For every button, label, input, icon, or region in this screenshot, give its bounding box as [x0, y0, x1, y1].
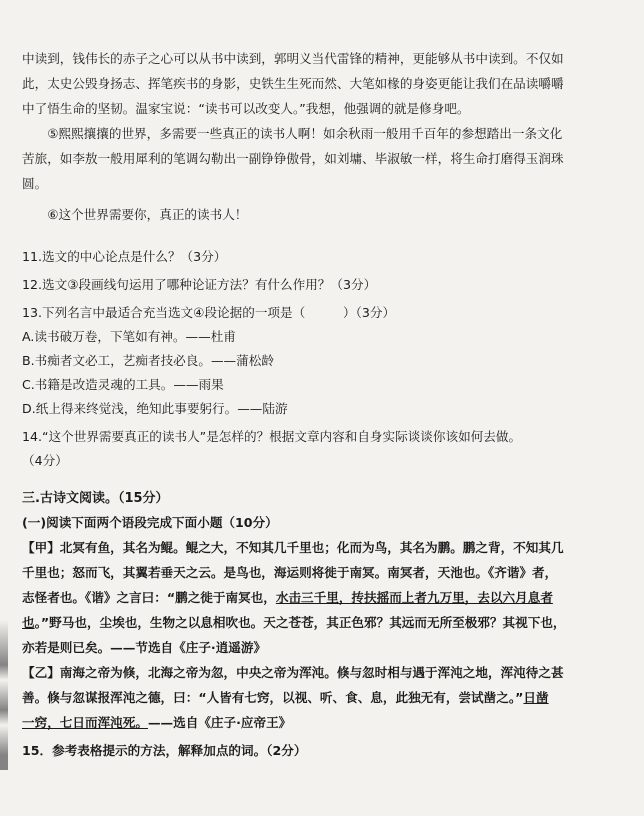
- jia-line: 千里也；怒而飞，其翼若垂天之云。是鸟也，海运则将徙于南冥。南冥者，天池也。《齐谐》者，: [22, 565, 558, 580]
- passage-line: 中读到，钱伟长的赤子之心可以从书中读到，郭明义当代雷锋的精神，更能够从书中读到。不仅如: [22, 51, 564, 66]
- question-14-points: （4分）: [22, 453, 68, 468]
- jia-line: 亦若是则已矣。——节选自《庄子·逍遥游》: [22, 640, 267, 655]
- jia-text: 志怪者也。《谐》之言曰：“鹏之徙于南冥也，: [22, 590, 276, 605]
- section-title: 三.古诗文阅读。（15分）: [22, 491, 169, 506]
- jia-line: [22, 585, 616, 610]
- subsection-title: (一)阅读下面两个语段完成下面小题（10分）: [22, 515, 278, 530]
- option-b: B.书痴者文必工，艺痴者技必良。——蒲松龄: [22, 353, 274, 368]
- option-c: C.书籍是改造灵魂的工具。——雨果: [22, 377, 224, 392]
- jia-text: 。”野马也，尘埃也，生物之以息相吹也。天之苍苍，其正色邪？其远而无所至极邪？其视下也，: [34, 615, 566, 630]
- underlined-sentence: 也: [22, 615, 35, 630]
- passage-line: 苦旅，如李敖一般用犀利的笔调勾勒出一副铮铮傲骨，如刘墉、毕淑敏一样，将生命打磨得玉润珠: [22, 151, 564, 166]
- passage-line: ⑥这个世界需要你，真正的读书人！: [47, 207, 248, 222]
- yi-text: ——选自《庄子·应帝王》: [147, 715, 292, 730]
- passage-line: ⑤熙熙攘攘的世界，多需要一些真正的读书人啊！如余秋雨一般用千百年的参想踏出一条文化: [47, 126, 563, 141]
- jia-line: 【甲】北冥有鱼，其名为鲲。鲲之大，不知其几千里也；化而为鸟，其名为鹏。鹏之背，不知其几: [22, 540, 564, 555]
- yi-line: [22, 685, 616, 710]
- question-11: 11.选文的中心论点是什么？（3分）: [22, 249, 227, 264]
- question-13: 13.下列名言中最适合充当选文④段论据的一项是（ ）（3分）: [22, 305, 396, 320]
- question-15: 15．参考表格提示的方法，解释加点的词。（2分）: [22, 743, 307, 758]
- yi-line: 【乙】南海之帝为倏，北海之帝为忽，中央之帝为浑沌。倏与忽时相与遇于浑沌之地，浑沌待之甚: [22, 665, 564, 680]
- passage-line: 此，太史公毁身扬志、挥笔疾书的身影，史铁生生死而然、大笔如椽的身姿更能让我们在品读嚼嚼: [22, 76, 564, 91]
- option-d: D.纸上得来终觉浅，绝知此事要躬行。——陆游: [22, 401, 288, 416]
- question-14: 14.“这个世界需要真正的读书人”是怎样的？根据文章内容和自身实际谈谈你该如何去做。: [22, 429, 522, 444]
- underlined-sentence: 日凿: [523, 690, 549, 705]
- passage-line: 圆。: [22, 176, 48, 191]
- page-edge-shadow: [0, 620, 8, 770]
- underlined-sentence: 一窍，七日而浑沌死。: [22, 715, 148, 730]
- yi-line: [22, 710, 616, 735]
- option-a: A.读书破万卷，下笔如有神。——杜甫: [22, 329, 236, 344]
- underlined-sentence: 水击三千里，抟扶摇而上者九万里，去以六月息者: [275, 590, 553, 605]
- passage-line: 中了悟生命的坚韧。温家宝说：“读书可以改变人。”我想，他强调的就是修身吧。: [22, 101, 470, 116]
- yi-text: 善。倏与忽谋报浑沌之德，曰：“人皆有七窍，以视、听、食、息，此独无有，尝试凿之。”: [22, 690, 524, 705]
- jia-line: [22, 610, 616, 635]
- question-12: 12.选文③段画线句运用了哪种论证方法？有什么作用？（3分）: [22, 277, 377, 292]
